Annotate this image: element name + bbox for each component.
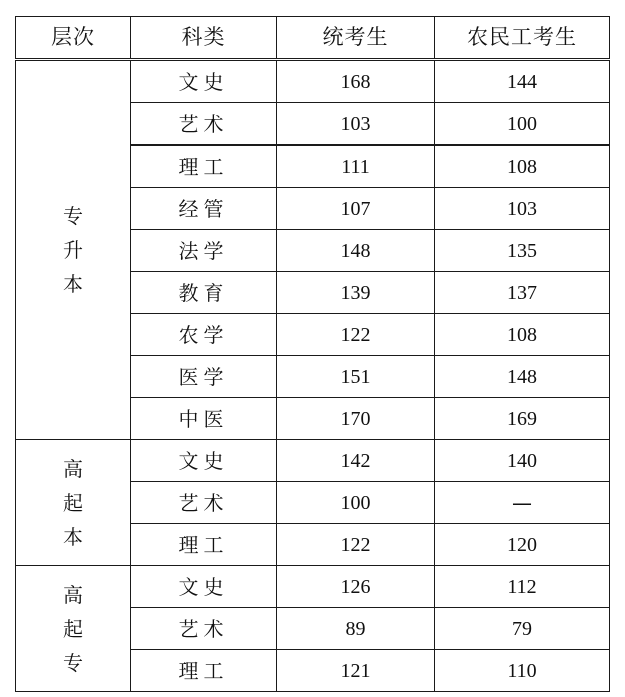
- category-cell: 艺术: [131, 482, 277, 524]
- regular-score-cell: 151: [277, 356, 435, 398]
- category-cell: 法学: [131, 230, 277, 272]
- header-migrant-students: 农民工考生: [435, 17, 610, 60]
- category-cell: 医学: [131, 356, 277, 398]
- migrant-score-cell: 108: [435, 145, 610, 188]
- category-cell: 教育: [131, 272, 277, 314]
- regular-score-cell: 100: [277, 482, 435, 524]
- header-category: 科类: [131, 17, 277, 60]
- migrant-score-cell: —: [435, 482, 610, 524]
- category-cell: 理工: [131, 650, 277, 692]
- level-cell: [16, 440, 131, 566]
- regular-score-cell: 126: [277, 566, 435, 608]
- header-regular-students: 统考生: [277, 17, 435, 60]
- migrant-score-cell: 108: [435, 314, 610, 356]
- level-label: 专 升 本: [63, 204, 83, 296]
- level-cell: [16, 566, 131, 692]
- migrant-score-cell: 120: [435, 524, 610, 566]
- migrant-score-cell: 100: [435, 103, 610, 146]
- category-cell: 农学: [131, 314, 277, 356]
- regular-score-cell: 89: [277, 608, 435, 650]
- header-row: [16, 17, 610, 60]
- category-cell: 经管: [131, 188, 277, 230]
- header-level: 层次: [16, 17, 131, 60]
- category-cell: 理工: [131, 524, 277, 566]
- category-cell: 文史: [131, 60, 277, 103]
- migrant-score-cell: 112: [435, 566, 610, 608]
- regular-score-cell: 142: [277, 440, 435, 482]
- migrant-score-cell: 140: [435, 440, 610, 482]
- migrant-score-cell: 137: [435, 272, 610, 314]
- table-row: [16, 566, 610, 608]
- migrant-score-cell: 79: [435, 608, 610, 650]
- score-table: [15, 16, 610, 692]
- level-cell: [16, 60, 131, 440]
- regular-score-cell: 170: [277, 398, 435, 440]
- category-cell: 文史: [131, 566, 277, 608]
- regular-score-cell: 168: [277, 60, 435, 103]
- regular-score-cell: 121: [277, 650, 435, 692]
- regular-score-cell: 111: [277, 145, 435, 188]
- table-row: [16, 440, 610, 482]
- regular-score-cell: 122: [277, 524, 435, 566]
- migrant-score-cell: 135: [435, 230, 610, 272]
- regular-score-cell: 148: [277, 230, 435, 272]
- category-cell: 艺术: [131, 608, 277, 650]
- regular-score-cell: 103: [277, 103, 435, 146]
- regular-score-cell: 122: [277, 314, 435, 356]
- level-label: 高 起 本: [63, 456, 83, 549]
- migrant-score-cell: 103: [435, 188, 610, 230]
- regular-score-cell: 107: [277, 188, 435, 230]
- level-label: 高 起 专: [63, 582, 83, 675]
- regular-score-cell: 139: [277, 272, 435, 314]
- category-cell: 文史: [131, 440, 277, 482]
- migrant-score-cell: 148: [435, 356, 610, 398]
- category-cell: 中医: [131, 398, 277, 440]
- migrant-score-cell: 144: [435, 60, 610, 103]
- table-row: [16, 60, 610, 103]
- migrant-score-cell: 110: [435, 650, 610, 692]
- category-cell: 理工: [131, 145, 277, 188]
- migrant-score-cell: 169: [435, 398, 610, 440]
- category-cell: 艺术: [131, 103, 277, 146]
